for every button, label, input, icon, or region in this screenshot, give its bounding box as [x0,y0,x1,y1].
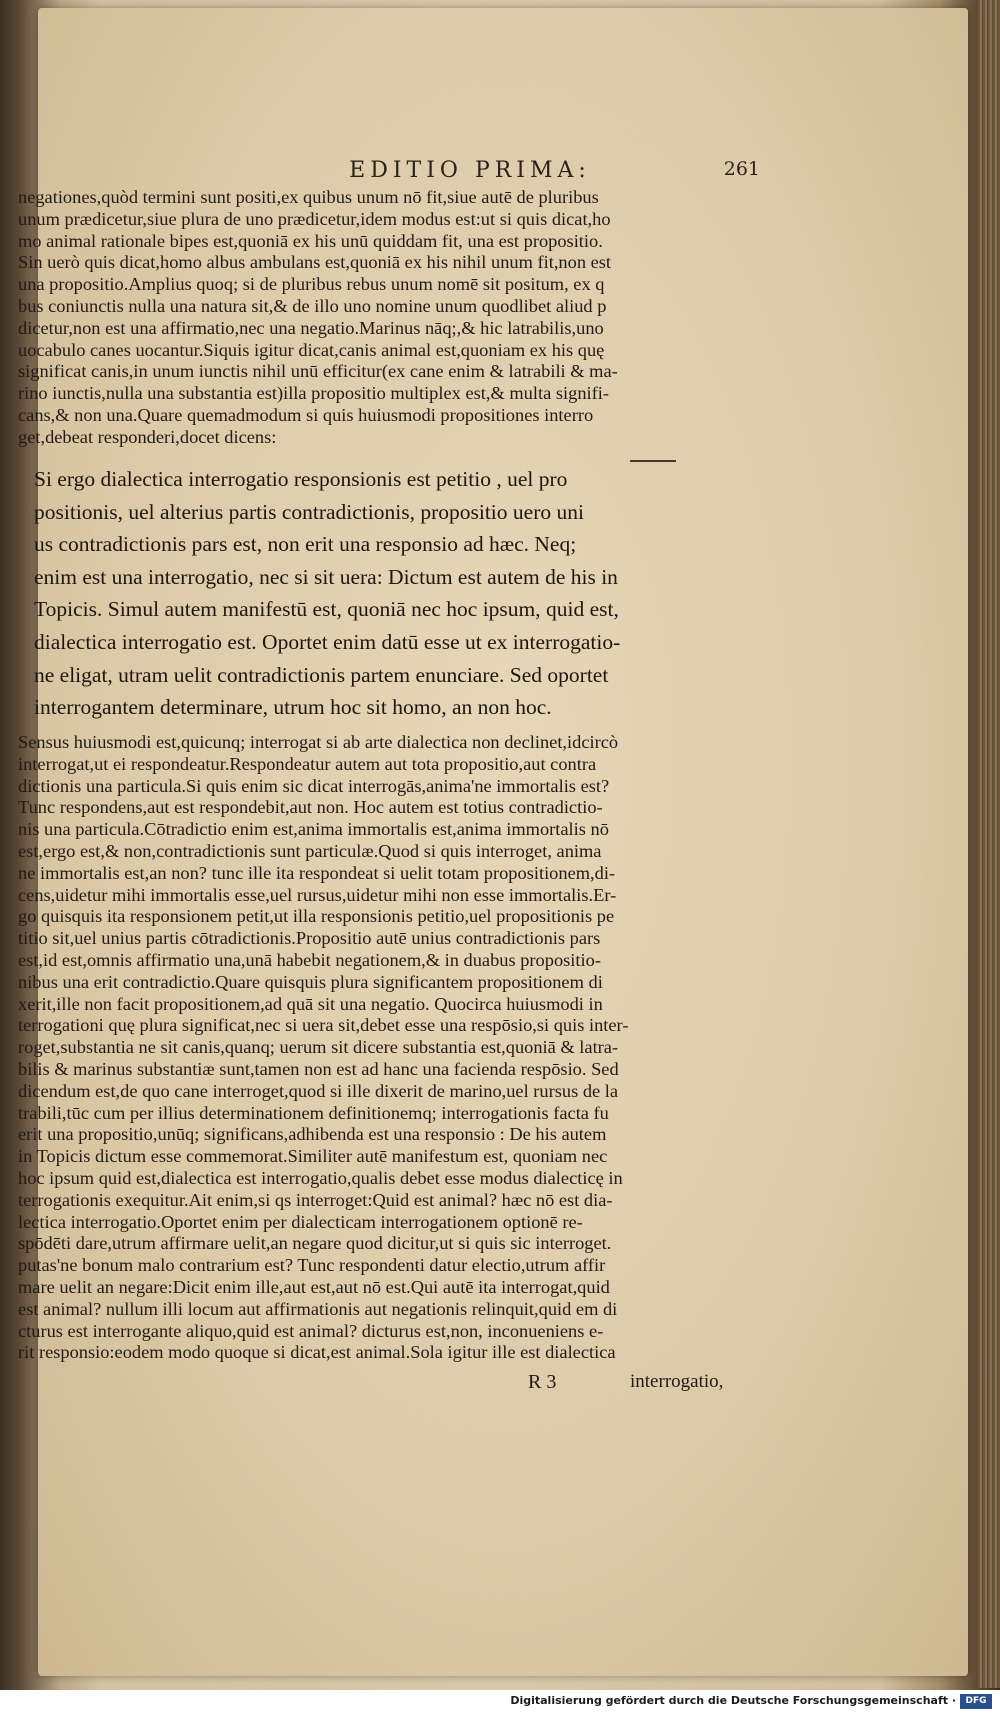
commentary-line: mare uelit an negare:Dicit enim ille,aut est,aut nō est.Qui autē ita interrogat,quid [18,1276,610,1297]
commentary-line: Sensus huiusmodi est,quicunq; interrogat si ab arte dialectica non declinet,idcircò [18,732,619,752]
commentary-line: spōdēti dare,utrum affirmare uelit,an negare quod dicitur,ut si quis sic interroget. [18,1233,612,1254]
commentary-line: est,id est,omnis affirmatio una,unā habebit negationem,& in duabus propositio- [18,949,601,970]
commentary-line: Sin uerò quis dicat,homo albus ambulans est,quoniā ex his nihil unum fit,non est [18,252,612,273]
commentary-line: rit responsio:eodem modo quoque si dicat,est animal.Sola igitur ille est dialectica [18,1342,616,1363]
commentary-line: significat canis,in unum iunctis nihil unū efficitur(ex cane enim & latrabili & ma- [18,361,618,382]
commentary-line: dicetur,non est una affirmatio,nec una negatio.Marinus nāq;,& hic latrabilis,uno [18,317,604,338]
commentary-line: xerit,ille non facit propositionem,ad quā sit una negatio. Quocirca huiusmodi in [18,993,603,1014]
running-head [0,158,1000,188]
commentary-line: erit una propositio,unūq; significans,adhibenda est una responsio : De his autem [18,1124,607,1145]
commentary-line: putas'ne bonum malo contrarium est? Tunc respondenti datur electio,utrum affir [18,1255,606,1276]
commentary-line: go quisquis ita responsionem petit,ut illa responsionis petitio,uel propositionis pe [18,906,615,927]
commentary-line: lectica interrogatio.Oportet enim per dialecticam interrogationem optionē re- [18,1211,583,1232]
commentary-line: roget,substantia ne sit canis,quanq; uerum sit dicere substantia est,quoniā & latra- [18,1037,619,1058]
commentary-top-block [18,187,758,449]
commentary-line: hoc ipsum quid est,dialectica est interrogatio,qualis debet esse modus dialecticę in [18,1167,623,1188]
commentary-line: titio sit,uel unius partis cōtradictionis.Propositio autē unius contradictionis pars [18,928,601,949]
dfg-logo: DFG [960,1694,992,1709]
signature-mark: R 3 [528,1371,557,1393]
commentary-line: dictionis una particula.Si quis enim sic dicat interrogās,anima'ne immortalis est? [18,775,610,796]
commentary-line: in Topicis dictum esse commemorat.Similiter autē manifestum est, quoniam nec [18,1146,608,1167]
commentary-line: get,debeat responderi,docet dicens: [18,426,277,447]
commentary-line: trabili,tūc cum per illius determinationem definitionemq; interrogationis facta fu [18,1102,609,1123]
commentary-line: est,ergo est,& non,contradictionis sunt particulæ.Quod si quis interroget, anima [18,840,602,861]
commentary-line: dicendum est,de quo cane interroget,quod si ille dixerit de marino,uel rursus de la [18,1080,619,1101]
lemma-line: interrogantem determinare, utrum hoc sit homo, an non hoc. [34,695,552,720]
aristotle-lemma-block [34,463,754,724]
commentary-line: uocabulo canes uocantur.Siquis igitur dicat,canis animal est,quoniam ex his quę [18,339,605,360]
commentary-line: unum prædicetur,siue plura de uno prædicetur,idem modus est:ut si quis dicat,ho [18,208,611,229]
lemma-line: positionis, uel alterius partis contradictionis, propositio uero uni [34,499,584,524]
commentary-line: nibus una erit contradictio.Quare quisquis plura significantem propositionem di [18,971,603,992]
commentary-line: Tunc respondens,aut est respondebit,aut non. Hoc autem est totius contradictio- [18,797,603,818]
digitization-credit-bar [0,1690,1000,1714]
commentary-line: terrogationi quę plura significat,nec si uera sit,debet esse una respōsio,si quis inter- [18,1015,629,1036]
catchword: interrogatio, [630,1371,724,1392]
page-footer [0,1371,1000,1397]
commentary-line: una propositio.Amplius quoq; si de pluribus rebus unum nomē sit positum, ex q [18,274,605,295]
commentary-line: interrogat,ut ei respondeatur.Respondeatur autem aut tota propositio,aut contra [18,753,597,774]
lemma-line: ne eligat, utram uelit contradictionis partem enunciare. Sed oportet [34,662,609,687]
commentary-line: bilis & marinus substantiæ sunt,tamen non est ad hanc una facienda respōsio. Sed [18,1058,619,1079]
commentary-line: terrogationis exequitur.Ait enim,si qs interroget:Quid est animal? hæc nō est dia- [18,1189,613,1210]
page-number: 261 [723,158,760,180]
lemma-line: us contradictionis pars est, non erit una responsio ad hæc. Neq; [34,532,577,557]
commentary-line: cens,uidetur mihi immortalis esse,uel rursus,uidetur mihi non esse immortalis.Er- [18,884,617,905]
lemma-rule [630,460,676,462]
page-stack-edge [978,0,1000,1688]
commentary-line: nis una particula.Cōtradictio enim est,anima immortalis est,anima immortalis nō [18,819,609,840]
lemma-line: enim est una interrogatio, nec si sit uera: Dictum est autem de his in [34,564,618,589]
commentary-line: ne immortalis est,an non? tunc ille ita respondeat si uelit totam propositionem,di- [18,862,616,883]
lemma-line: dialectica interrogatio est. Oportet enim datū esse ut ex interrogatio- [34,629,621,654]
commentary-bottom-block [18,732,758,1364]
running-head-title: EDITIO PRIMA: [349,158,591,183]
commentary-line: cans,& non una.Quare quemadmodum si quis huiusmodi propositiones interro [18,404,594,425]
commentary-line: bus coniunctis nulla una natura sit,& de illo uno nomine unum quodlibet aliud p [18,295,607,316]
lemma-line: Si ergo dialectica interrogatio responsionis est petitio , uel pro [34,467,568,491]
commentary-line: negationes,quòd termini sunt positi,ex quibus unum nō fit,siue autē de pluribus [18,187,599,207]
digitization-credit-text: Digitalisierung gefördert durch die Deutsche Forschungsgemeinschaft · [510,1694,956,1707]
commentary-line: cturus est interrogante aliquo,quid est animal? dicturus est,non, inconueniens e- [18,1320,604,1341]
commentary-line: mo animal rationale bipes est,quoniā ex his unū quiddam fit, una est propositio. [18,230,603,251]
lemma-line: Topicis. Simul autem manifestū est, quoniā nec hoc ipsum, quid est, [34,597,619,622]
commentary-line: rino iunctis,nulla una substantia est)illa propositio multiplex est,& multa signifi- [18,383,609,404]
commentary-line: est animal? nullum illi locum aut affirmationis aut negationis relinquit,quid em di [18,1298,618,1319]
